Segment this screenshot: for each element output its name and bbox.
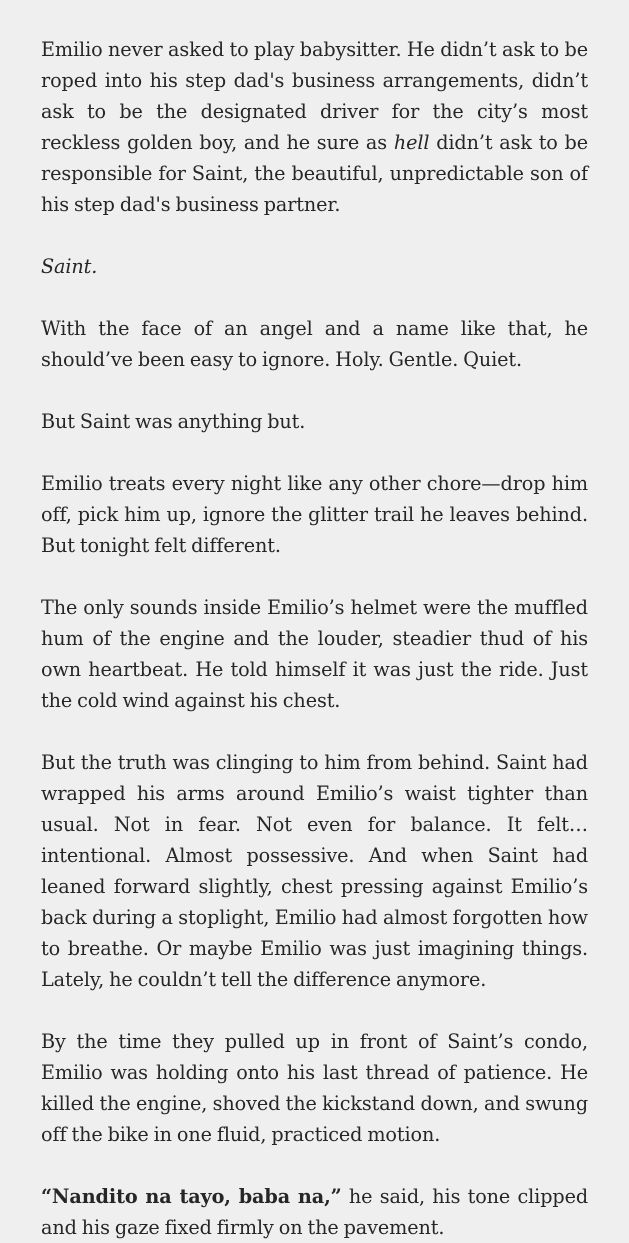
paragraph-2	[41, 251, 588, 282]
paragraph-1-emphasis: hell	[393, 131, 430, 154]
paragraph-1-text-b: didn’t ask to be responsible for Saint, the beautiful, unpredictable son of his step dad's business partner.	[41, 131, 588, 216]
paragraph-1-text-a: Emilio never asked to play babysitter. He didn’t ask to be roped into his step dad's business arrangements, didn’t ask to be the designated driver for the city’s most reckless golden boy, and he sure as	[41, 38, 588, 154]
dialogue-line: “Nandito na tayo, baba na,”	[41, 1185, 342, 1208]
paragraph-3: With the face of an angel and a name like that, he should’ve been easy to ignore. Holy. Gentle. Quiet.	[41, 317, 588, 371]
paragraph-8: By the time they pulled up in front of Saint’s condo, Emilio was holding onto his last thread of patience. He killed the engine, shoved the kickstand down, and swung off the bike in one fluid, practiced motion.	[41, 1030, 588, 1146]
paragraph-1	[41, 34, 588, 220]
paragraph-5: Emilio treats every night like any other chore—drop him off, pick him up, ignore the glitter trail he leaves behind. But tonight felt different.	[41, 472, 588, 557]
paragraph-2-emphasis: Saint.	[41, 255, 98, 278]
paragraph-7: But the truth was clinging to him from behind. Saint had wrapped his arms around Emilio’s waist tighter than usual. Not in fear. Not even for balance. It felt… intentional. Almost possessive. And when Saint had leaned forward slightly, chest pressing against Emilio’s back during a stoplight, Emilio had almost forgotten how to breathe. Or maybe Emilio was just imagining things. Lately, he couldn’t tell the difference anymore.	[41, 751, 588, 991]
paragraph-9	[41, 1181, 588, 1243]
paragraph-4: But Saint was anything but.	[41, 410, 306, 433]
paragraph-6: The only sounds inside Emilio’s helmet were the muffled hum of the engine and the louder, steadier thud of his own heartbeat. He told himself it was just the ride. Just the cold wind against his chest.	[41, 596, 588, 712]
paragraph-9-text: he said, his tone clipped and his gaze fixed firmly on the pavement.	[41, 1185, 589, 1239]
